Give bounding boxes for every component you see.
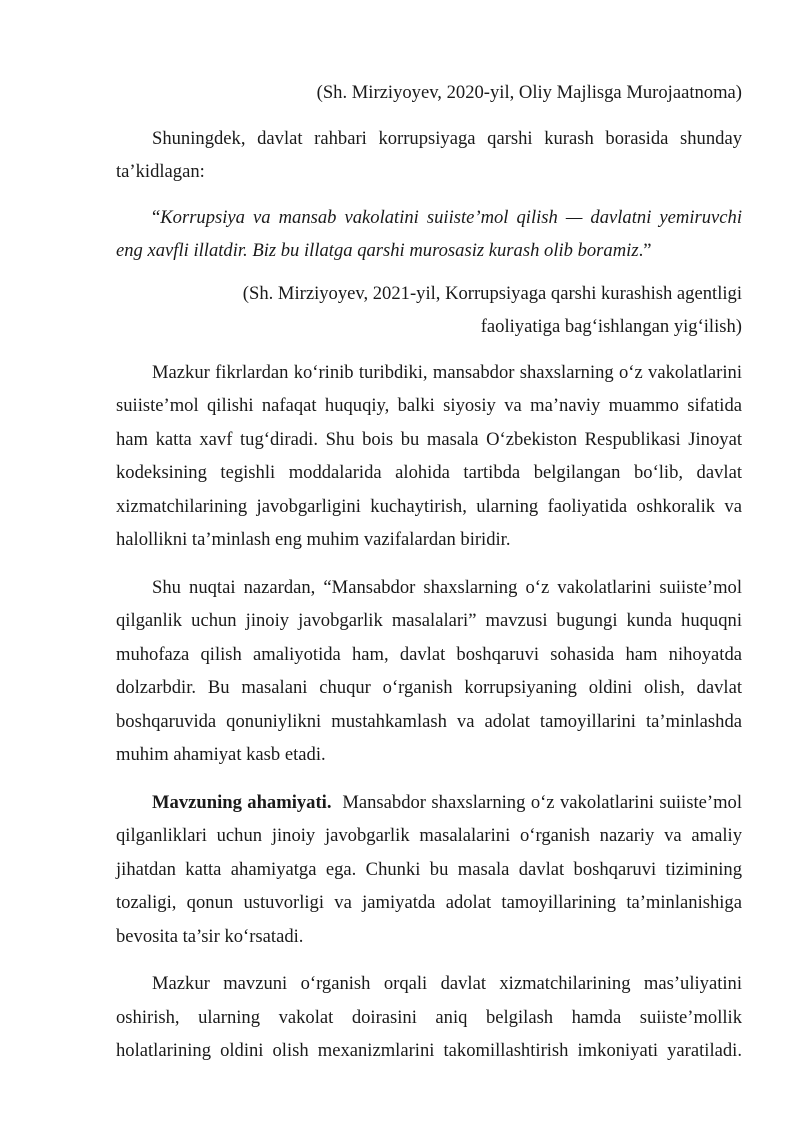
citation-2021-line-2: faoliyatiga bag‘ishlangan yig‘ilish) bbox=[480, 316, 742, 337]
paragraph-importance bbox=[116, 786, 742, 954]
citation-2021-line-1: (Sh. Mirziyoyev, 2021-yil, Korrupsiyaga qarshi kurashish agentligi bbox=[242, 282, 742, 304]
quote-close-mark: .” bbox=[638, 240, 652, 261]
importance-heading: Mavzuning ahamiyati. bbox=[152, 791, 332, 813]
citation-2021 bbox=[116, 277, 742, 344]
quote-open-mark: “ bbox=[152, 206, 161, 228]
quote-text: Korrupsiya va mansab vakolatini suiiste’mol qilish — davlatni yemiruvchi eng xavfli illatdir. Biz bu illatga qarshi murosasiz kurash olib boramiz bbox=[116, 206, 742, 261]
paragraph-analysis: Mazkur fikrlardan ko‘rinib turibdiki, mansabdor shaxslarning o‘z vakolatlarini suiiste’mol qilishi nafaqat huquqiy, balki siyosiy va ma’naviy muammo sifatida ham katta xavf tug‘diradi. Shu bois bu masala O‘zbekiston Respublikasi Jinoyat kodeksining tegishli moddalarida alohida tartibda belgilangan bo‘lib, davlat xizmatchilarining javobgarligini kuchaytirish, ularning faoliyatida oshkoralik va halollikni ta’minlash eng muhim vazifalardan biridir. bbox=[116, 361, 742, 550]
paragraph-intro: Shuningdek, davlat rahbari korrupsiyaga qarshi kurash borasida shunday ta’kidlagan: bbox=[116, 127, 742, 182]
quote-block bbox=[116, 201, 742, 268]
citation-2020: (Sh. Mirziyoyev, 2020-yil, Oliy Majlisga Murojaatnoma) bbox=[316, 82, 742, 103]
importance-text: Mansabdor shaxslarning o‘z vakolatlarini suiiste’mol qilganliklari uchun jinoiy javobgarlik masalalarini o‘rganish nazariy va amaliy jihatdan katta ahamiyatga ega. Chunki bu masala davlat boshqaruvi tizimining tozaligi, qonun ustuvorligi va jamiyatda adolat tamoyillarining ta’minlanishiga bevosita ta’sir ko‘rsatadi. bbox=[116, 791, 742, 947]
paragraph-study: Mazkur mavzuni o‘rganish orqali davlat xizmatchilarining mas’uliyatini oshirish, ularning vakolat doirasini aniq belgilash hamda suiiste’mollik holatlarining oldini olish mexanizmlarini takomillashtirish imkoniyati yaratiladi. bbox=[116, 973, 742, 1061]
paragraph-relevance: Shu nuqtai nazardan, “Mansabdor shaxslarning o‘z vakolatlarini suiiste’mol qilganlik uchun jinoiy javobgarlik masalalari” mavzusi bugungi kunda huquqni muhofaza qilish amaliyotida ham, davlat boshqaruvi sohasida ham nihoyatda dolzarbdir. Bu masalani chuqur o‘rganish korrupsiyaning oldini olish, davlat boshqaruvida qonuniylikni mustahkamlash va adolat tamoyillarini ta’minlashda muhim ahamiyat kasb etadi. bbox=[116, 576, 742, 765]
